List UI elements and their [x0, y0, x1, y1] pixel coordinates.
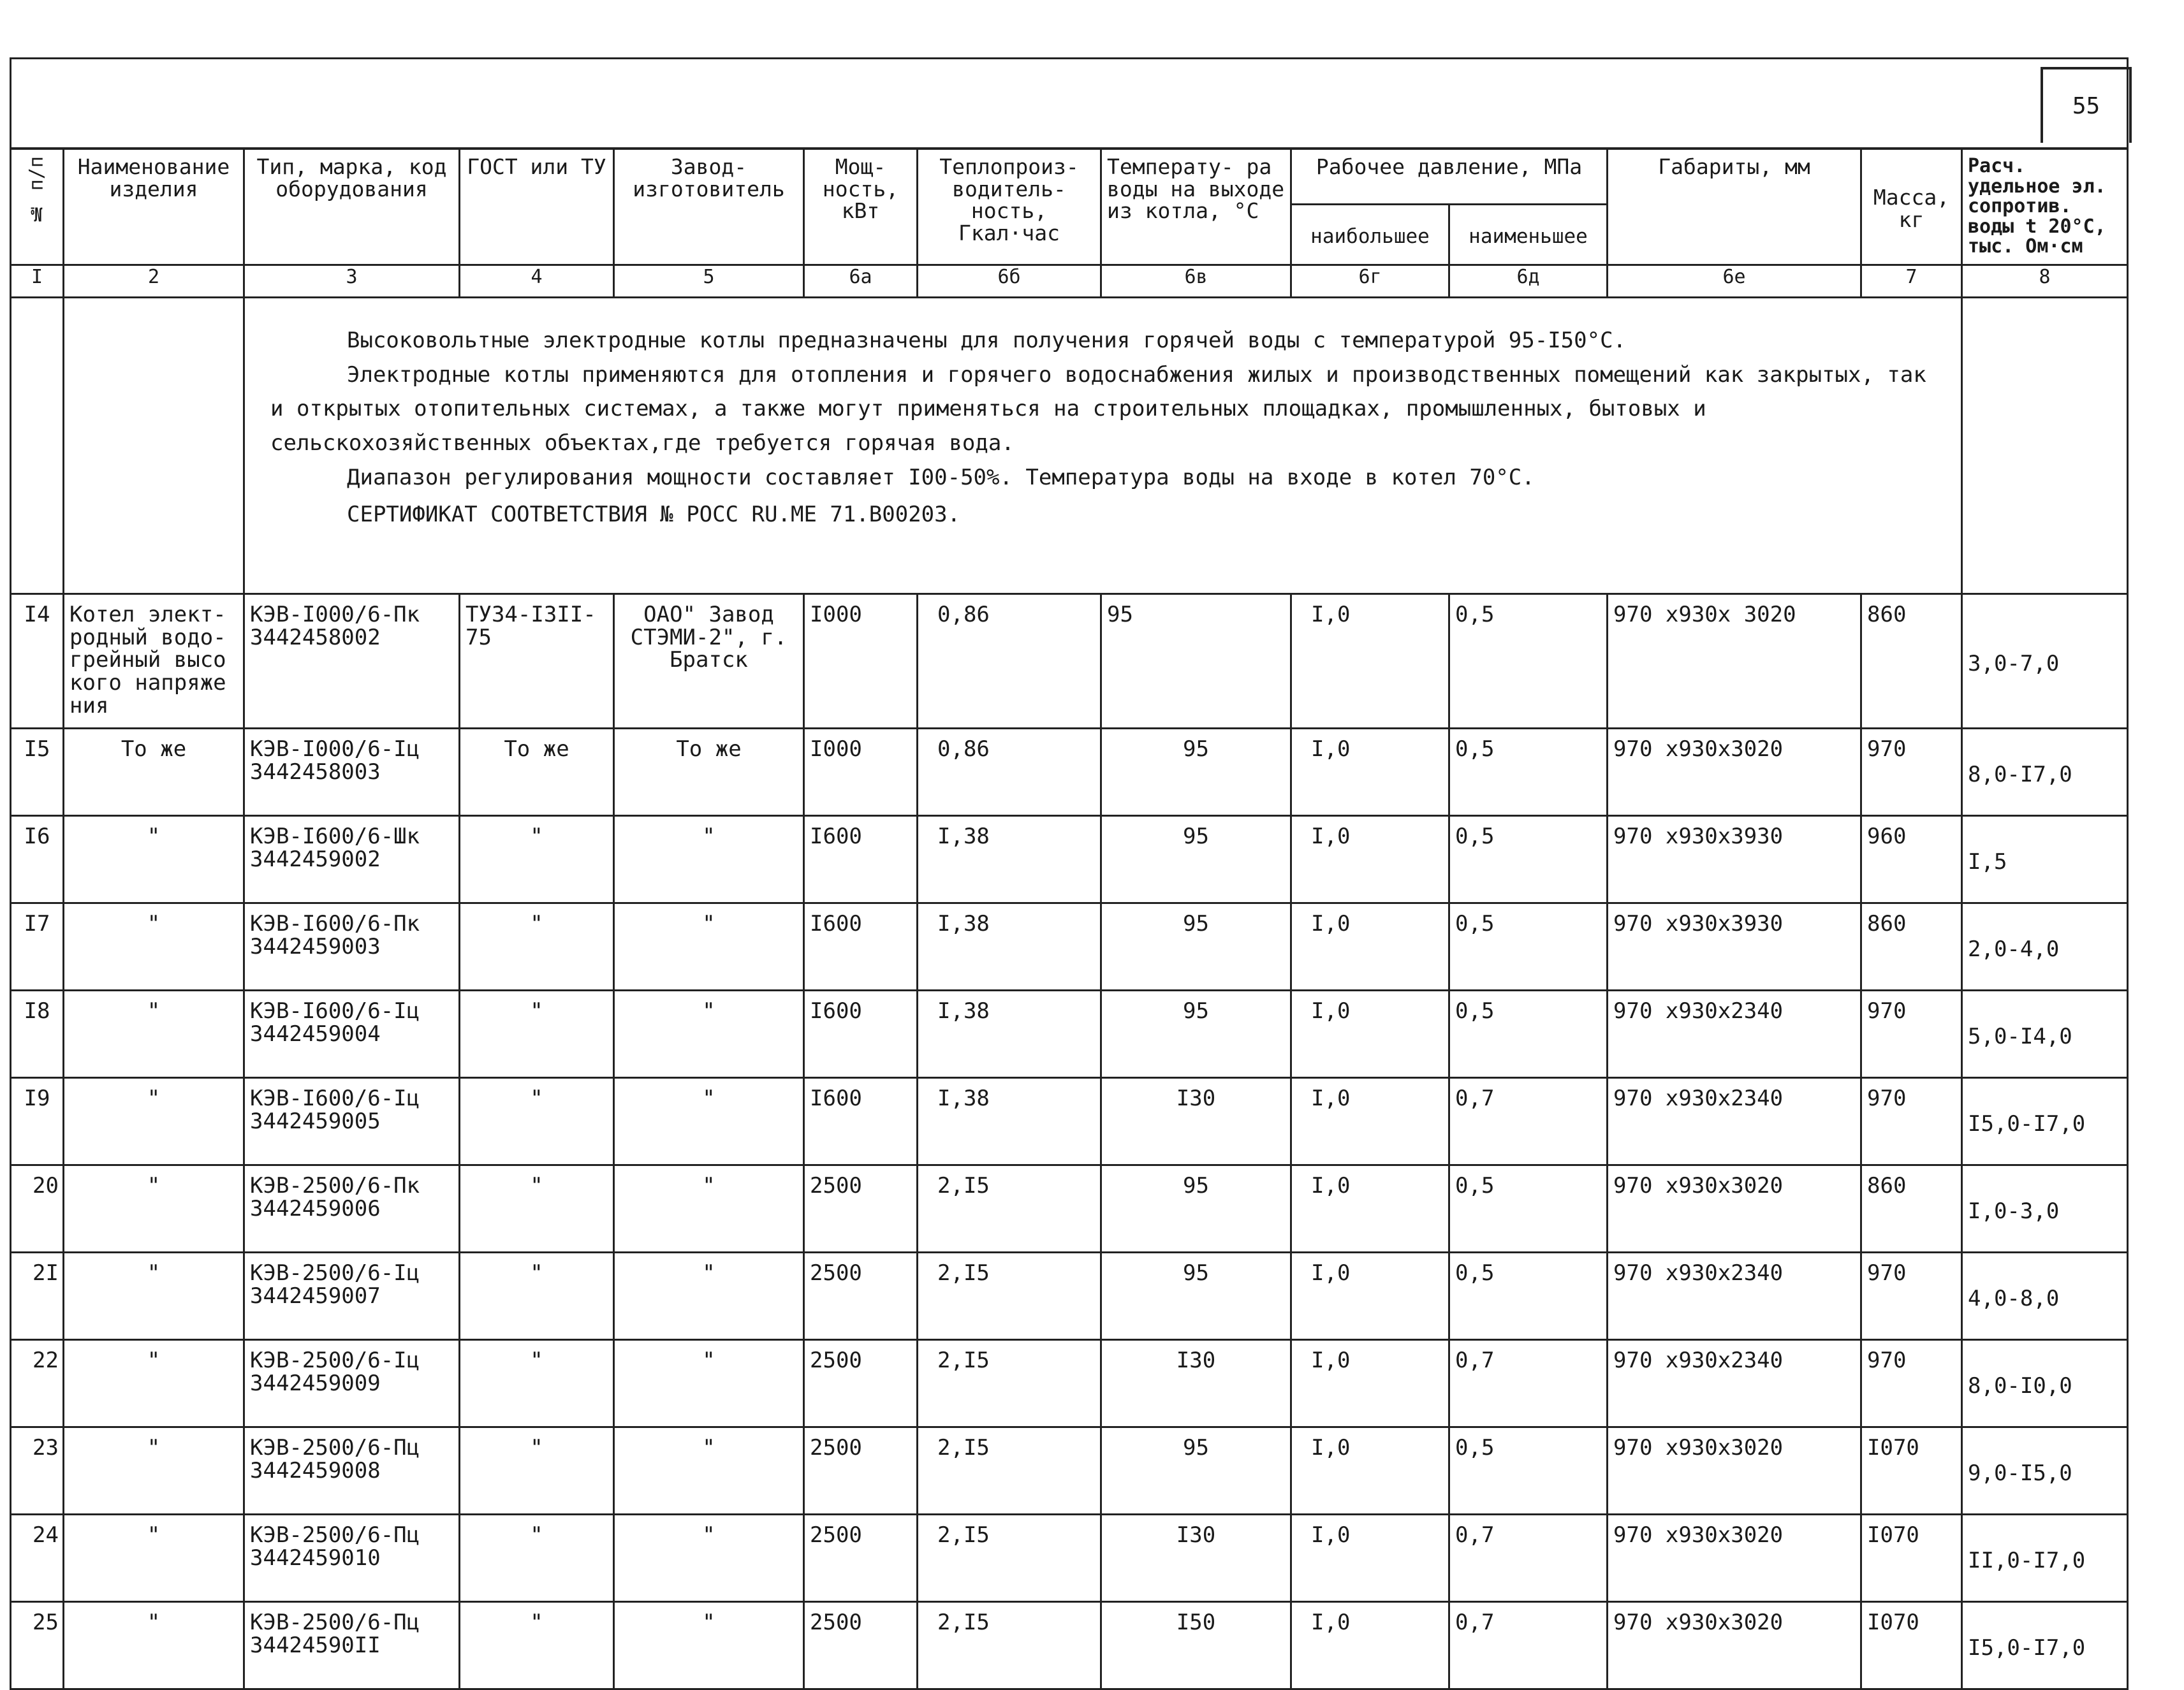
manufacturer: " [614, 816, 804, 903]
table-row [11, 594, 2128, 729]
column-number: 6а [804, 265, 918, 298]
equipment-type-code: КЭВ-I600/6-Iц 3442459005 [244, 1078, 460, 1165]
equipment-type-code: КЭВ-2500/6-Пц 3442459010 [244, 1515, 460, 1602]
pressure-max: I,0 [1291, 1515, 1449, 1602]
water-temp-out: I50 [1101, 1602, 1291, 1689]
header-pressure-max: наибольшее [1291, 205, 1449, 265]
header-pressure: Рабочее давление, МПа [1291, 149, 1608, 205]
pressure-min: 0,5 [1449, 1253, 1608, 1340]
gost-tu: " [460, 991, 614, 1078]
header-no: № п/п [11, 149, 64, 265]
header-gost: ГОСТ или ТУ [460, 149, 614, 265]
table-row [11, 903, 2128, 991]
pressure-min: 0,5 [1449, 729, 1608, 816]
product-name: " [64, 1602, 244, 1689]
pressure-min: 0,7 [1449, 1340, 1608, 1427]
water-temp-out: 95 [1101, 816, 1291, 903]
manufacturer: " [614, 1078, 804, 1165]
header-temp: Температу- ра воды на выходе из котла, °С [1101, 149, 1291, 265]
pressure-max: I,0 [1291, 594, 1449, 729]
dimensions: 970 х930х3020 [1608, 1165, 1861, 1253]
gost-tu: " [460, 1165, 614, 1253]
table-row [11, 1427, 2128, 1515]
heat-output: 2,I5 [918, 1340, 1101, 1427]
water-temp-out: I30 [1101, 1340, 1291, 1427]
mass-kg: I070 [1861, 1427, 1962, 1515]
column-number: I [11, 265, 64, 298]
heat-output: I,38 [918, 1078, 1101, 1165]
column-number: 6б [918, 265, 1101, 298]
water-temp-out: 95 [1101, 1165, 1291, 1253]
intro-text [244, 298, 1962, 594]
resistivity: I5,0-I7,0 [1962, 1078, 2128, 1165]
product-name: " [64, 1515, 244, 1602]
column-number: 4 [460, 265, 614, 298]
row-number: I6 [11, 816, 64, 903]
mass-kg: 970 [1861, 1253, 1962, 1340]
product-name: " [64, 1253, 244, 1340]
equipment-type-code: КЭВ-2500/6-Iц 3442459007 [244, 1253, 460, 1340]
pressure-max: I,0 [1291, 991, 1449, 1078]
mass-kg: I070 [1861, 1602, 1962, 1689]
resistivity: II,0-I7,0 [1962, 1515, 2128, 1602]
resistivity: I5,0-I7,0 [1962, 1602, 2128, 1689]
gost-tu: " [460, 903, 614, 991]
resistivity: 3,0-7,0 [1962, 594, 2128, 729]
pressure-min: 0,7 [1449, 1515, 1608, 1602]
manufacturer: " [614, 903, 804, 991]
table-top-band [11, 59, 2128, 149]
pressure-min: 0,5 [1449, 816, 1608, 903]
manufacturer: То же [614, 729, 804, 816]
heat-output: 2,I5 [918, 1515, 1101, 1602]
mass-kg: I070 [1861, 1515, 1962, 1602]
resistivity: 8,0-I7,0 [1962, 729, 2128, 816]
heat-output: 0,86 [918, 729, 1101, 816]
manufacturer: " [614, 1427, 804, 1515]
power-kw: 2500 [804, 1340, 918, 1427]
table-row [11, 816, 2128, 903]
row-number: I5 [11, 729, 64, 816]
mass-kg: 970 [1861, 1078, 1962, 1165]
equipment-type-code: КЭВ-I000/6-Iц 3442458003 [244, 729, 460, 816]
gost-tu: " [460, 1602, 614, 1689]
power-kw: 2500 [804, 1515, 918, 1602]
table-row [11, 991, 2128, 1078]
pressure-min: 0,7 [1449, 1602, 1608, 1689]
manufacturer: " [614, 1602, 804, 1689]
header-power: Мощ- ность, кВт [804, 149, 918, 265]
heat-output: I,38 [918, 991, 1101, 1078]
header-resist: Расч. удельное эл. сопротив. воды t 20°С, тыс. Ом·см [1962, 149, 2128, 265]
page-number: 55 [2041, 67, 2132, 143]
resistivity: I,0-3,0 [1962, 1165, 2128, 1253]
gost-tu: " [460, 1515, 614, 1602]
resistivity: 4,0-8,0 [1962, 1253, 2128, 1340]
manufacturer: ОАО" Завод СТЭМИ-2", г. Братск [614, 594, 804, 729]
pressure-max: I,0 [1291, 1253, 1449, 1340]
column-number: 6д [1449, 265, 1608, 298]
manufacturer: " [614, 1165, 804, 1253]
dimensions: 970 х930х2340 [1608, 1078, 1861, 1165]
manufacturer: " [614, 991, 804, 1078]
column-number: 6в [1101, 265, 1291, 298]
power-kw: I000 [804, 729, 918, 816]
heat-output: 2,I5 [918, 1427, 1101, 1515]
manufacturer: " [614, 1340, 804, 1427]
water-temp-out: 95 [1101, 1427, 1291, 1515]
power-kw: 2500 [804, 1253, 918, 1340]
header-factory: Завод- изготовитель [614, 149, 804, 265]
dimensions: 970 х930х2340 [1608, 1253, 1861, 1340]
column-number: 3 [244, 265, 460, 298]
product-name: " [64, 1427, 244, 1515]
heat-output: 0,86 [918, 594, 1101, 729]
heat-output: 2,I5 [918, 1253, 1101, 1340]
intro-row [11, 298, 2128, 594]
water-temp-out: 95 [1101, 903, 1291, 991]
column-number: 6г [1291, 265, 1449, 298]
certificate-note: СЕРТИФИКАТ СООТВЕТСТВИЯ № РОСС RU.МЕ 71.В00203. [347, 501, 961, 527]
resistivity: I,5 [1962, 816, 2128, 903]
dimensions: 970 х930х3020 [1608, 1515, 1861, 1602]
dimensions: 970 х930х3020 [1608, 1602, 1861, 1689]
header-dims: Габариты, мм [1608, 149, 1861, 265]
intro-paragraph-usage: Электродные котлы применяются для отопления и горячего водоснабжения жилых и производственных помещений как закрытых, так и открытых отопительных системах, а также могут применяться на строительных площадках, промышленных, бытовых и сельскохозяйственных объектах,где требуется горячая вода. [270, 361, 1926, 456]
column-number: 5 [614, 265, 804, 298]
table-row [11, 1602, 2128, 1689]
pressure-min: 0,5 [1449, 594, 1608, 729]
pressure-min: 0,5 [1449, 1165, 1608, 1253]
power-kw: I600 [804, 816, 918, 903]
table-row [11, 1165, 2128, 1253]
table-row [11, 729, 2128, 816]
manufacturer: " [614, 1253, 804, 1340]
manufacturer: " [614, 1515, 804, 1602]
dimensions: 970 х930х2340 [1608, 991, 1861, 1078]
equipment-type-code: КЭВ-I600/6-Шк 3442459002 [244, 816, 460, 903]
column-number: 7 [1861, 265, 1962, 298]
pressure-max: I,0 [1291, 816, 1449, 903]
water-temp-out: I30 [1101, 1515, 1291, 1602]
header-mass: Масса, кг [1861, 149, 1962, 265]
table-row [11, 1515, 2128, 1602]
pressure-max: I,0 [1291, 1165, 1449, 1253]
heat-output: 2,I5 [918, 1165, 1101, 1253]
heat-output: 2,I5 [918, 1602, 1101, 1689]
row-number: I9 [11, 1078, 64, 1165]
mass-kg: 970 [1861, 729, 1962, 816]
gost-tu: " [460, 1078, 614, 1165]
header-name: Наименование изделия [64, 149, 244, 265]
pressure-max: I,0 [1291, 903, 1449, 991]
equipment-type-code: КЭВ-I600/6-Iц 3442459004 [244, 991, 460, 1078]
header-type: Тип, марка, код оборудования [244, 149, 460, 265]
column-number-row [11, 265, 2128, 298]
water-temp-out: 95 [1101, 729, 1291, 816]
equipment-type-code: КЭВ-I000/6-Пк 3442458002 [244, 594, 460, 729]
row-number: 2I [11, 1253, 64, 1340]
power-kw: 2500 [804, 1602, 918, 1689]
equipment-type-code: КЭВ-2500/6-Пц 3442459008 [244, 1427, 460, 1515]
gost-tu: ТУ34-I3II-75 [460, 594, 614, 729]
table-row [11, 1253, 2128, 1340]
power-kw: I600 [804, 1078, 918, 1165]
mass-kg: 860 [1861, 1165, 1962, 1253]
row-number: 25 [11, 1602, 64, 1689]
pressure-max: I,0 [1291, 1078, 1449, 1165]
pressure-max: I,0 [1291, 729, 1449, 816]
resistivity: 5,0-I4,0 [1962, 991, 2128, 1078]
dimensions: 970 х930х 3020 [1608, 594, 1861, 729]
row-number: 23 [11, 1427, 64, 1515]
heat-output: I,38 [918, 816, 1101, 903]
equipment-table [10, 57, 2129, 1690]
gost-tu: " [460, 1340, 614, 1427]
product-name: " [64, 1165, 244, 1253]
resistivity: 2,0-4,0 [1962, 903, 2128, 991]
resistivity: 9,0-I5,0 [1962, 1427, 2128, 1515]
gost-tu: " [460, 1427, 614, 1515]
header-row [11, 149, 2128, 205]
equipment-type-code: КЭВ-2500/6-Iц 3442459009 [244, 1340, 460, 1427]
product-name: " [64, 903, 244, 991]
gost-tu: " [460, 816, 614, 903]
dimensions: 970 х930х3020 [1608, 1427, 1861, 1515]
pressure-min: 0,5 [1449, 903, 1608, 991]
equipment-type-code: КЭВ-2500/6-Пк 3442459006 [244, 1165, 460, 1253]
mass-kg: 860 [1861, 903, 1962, 991]
pressure-max: I,0 [1291, 1340, 1449, 1427]
product-name: Котел элект- родный водо- грейный высо кого напряже ния [64, 594, 244, 729]
table-row [11, 1340, 2128, 1427]
power-kw: 2500 [804, 1427, 918, 1515]
heat-output: I,38 [918, 903, 1101, 991]
gost-tu: " [460, 1253, 614, 1340]
mass-kg: 970 [1861, 991, 1962, 1078]
power-kw: I600 [804, 991, 918, 1078]
gost-tu: То же [460, 729, 614, 816]
product-name: То же [64, 729, 244, 816]
power-kw: I600 [804, 903, 918, 991]
row-number: 24 [11, 1515, 64, 1602]
table-row [11, 1078, 2128, 1165]
row-number: I4 [11, 594, 64, 729]
power-kw: I000 [804, 594, 918, 729]
mass-kg: 960 [1861, 816, 1962, 903]
intro-paragraph-range: Диапазон регулирования мощности составляет I00-50%. Температура воды на входе в котел 70°С. [347, 464, 1535, 490]
water-temp-out: I30 [1101, 1078, 1291, 1165]
resistivity: 8,0-I0,0 [1962, 1340, 2128, 1427]
row-number: 22 [11, 1340, 64, 1427]
dimensions: 970 х930х2340 [1608, 1340, 1861, 1427]
pressure-min: 0,7 [1449, 1078, 1608, 1165]
column-number: 2 [64, 265, 244, 298]
pressure-max: I,0 [1291, 1427, 1449, 1515]
equipment-type-code: КЭВ-I600/6-Пк 3442459003 [244, 903, 460, 991]
mass-kg: 970 [1861, 1340, 1962, 1427]
mass-kg: 860 [1861, 594, 1962, 729]
header-pressure-min: наименьшее [1449, 205, 1608, 265]
product-name: " [64, 816, 244, 903]
header-heat: Теплопроиз- водитель- ность, Гкал·час [918, 149, 1101, 265]
water-temp-out: 95 [1101, 594, 1291, 729]
power-kw: 2500 [804, 1165, 918, 1253]
pressure-max: I,0 [1291, 1602, 1449, 1689]
column-number: 6е [1608, 265, 1861, 298]
dimensions: 970 х930х3020 [1608, 729, 1861, 816]
dimensions: 970 х930х3930 [1608, 816, 1861, 903]
product-name: " [64, 991, 244, 1078]
product-name: " [64, 1340, 244, 1427]
equipment-type-code: КЭВ-2500/6-Пц 34424590II [244, 1602, 460, 1689]
column-number: 8 [1962, 265, 2128, 298]
pressure-min: 0,5 [1449, 991, 1608, 1078]
product-name: " [64, 1078, 244, 1165]
dimensions: 970 х930х3930 [1608, 903, 1861, 991]
pressure-min: 0,5 [1449, 1427, 1608, 1515]
water-temp-out: 95 [1101, 1253, 1291, 1340]
row-number: I7 [11, 903, 64, 991]
row-number: I8 [11, 991, 64, 1078]
row-number: 20 [11, 1165, 64, 1253]
water-temp-out: 95 [1101, 991, 1291, 1078]
intro-paragraph-purpose: Высоковольтные электродные котлы предназначены для получения горячей воды с температурой 95-I50°С. [347, 328, 1627, 353]
